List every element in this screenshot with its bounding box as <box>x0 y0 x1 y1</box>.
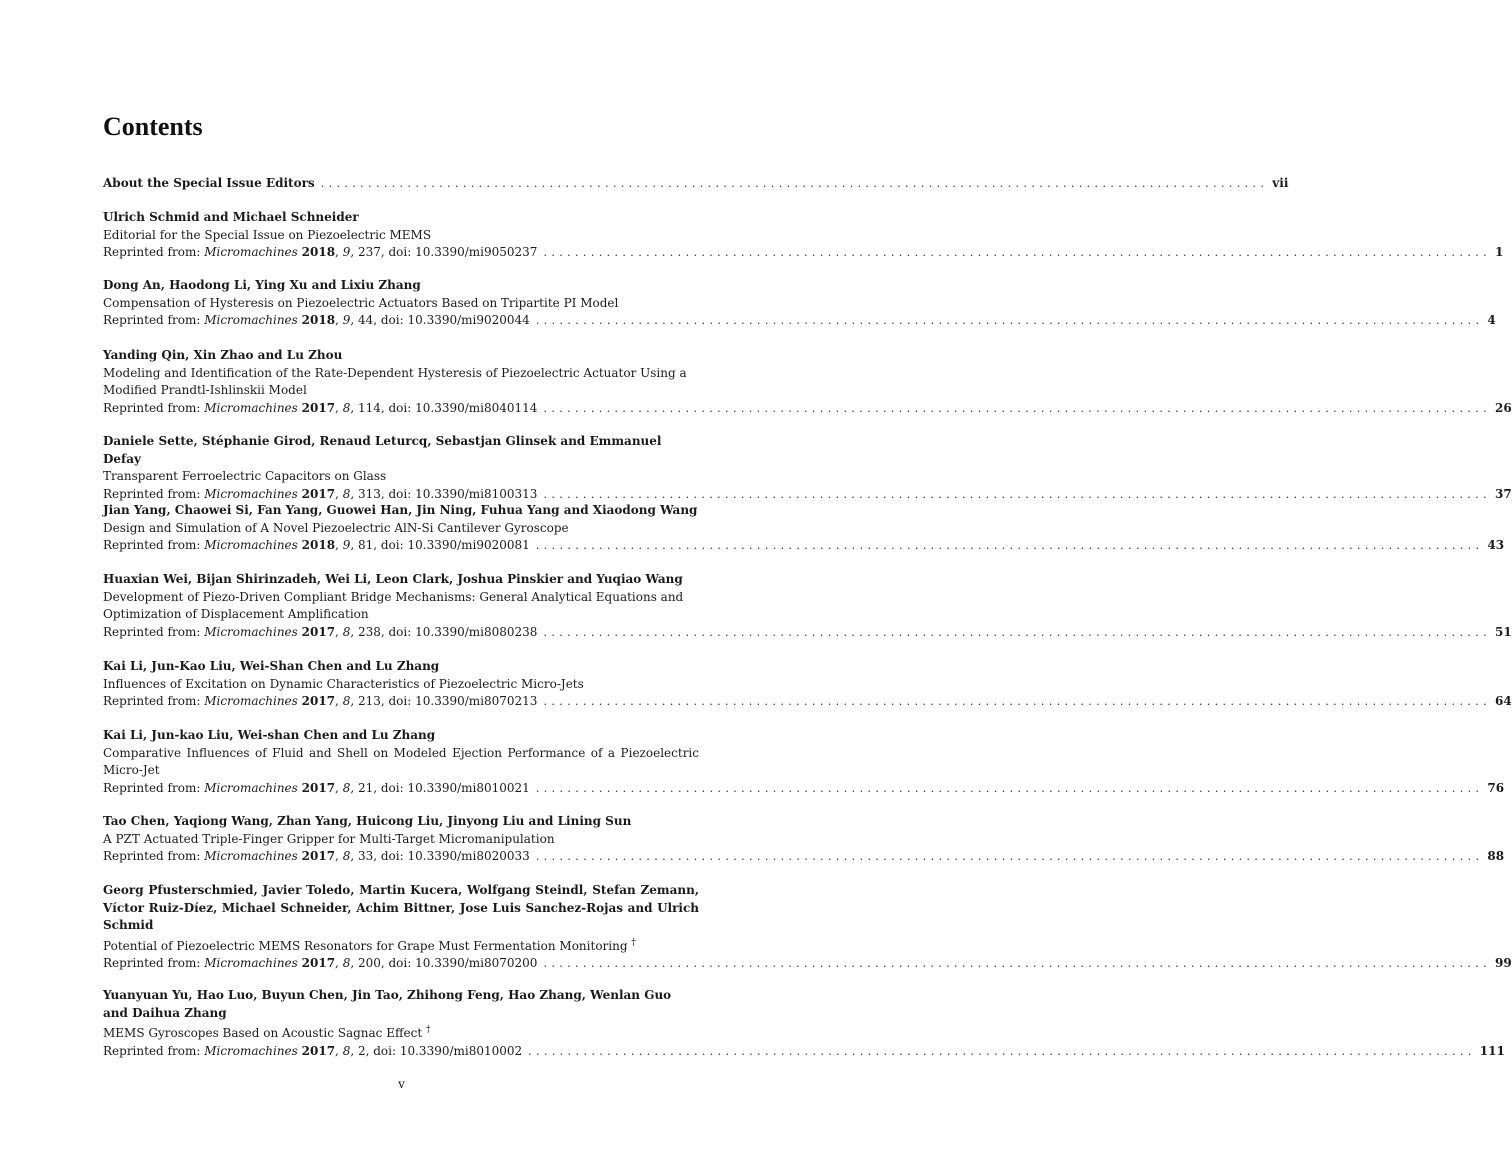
entry-title-text: Design and Simulation of A Novel Piezoelectric AlN-Si Cantilever Gyroscope <box>103 520 569 535</box>
page-number: 51 <box>1495 624 1512 639</box>
reprint-citation: Reprinted from: Micromachines 2017, 8, 2, doi: 10.3390/mi8010002 <box>103 1043 523 1058</box>
leader-dots: ........................................................................................................................ <box>535 850 1484 863</box>
reprint-prefix: Reprinted from: <box>103 849 205 863</box>
reprint-citation: Reprinted from: Micromachines 2017, 8, 213, doi: 10.3390/mi8070213 <box>103 694 538 708</box>
citation-year: 2017 <box>301 780 336 795</box>
reprint-citation: Reprinted from: Micromachines 2017, 8, 33, doi: 10.3390/mi8020033 <box>103 849 530 863</box>
entry-authors: Georg Pfusterschmied, Javier Toledo, Martin Kucera, Wolfgang Steindl, Stefan Zemann, Víctor Ruiz-Díez, Michael Schneider, Achim Bittner, Jose Luis Sanchez-Rojas and Ulrich Schmid <box>103 883 699 932</box>
reprint-prefix: Reprinted from: <box>103 1043 205 1058</box>
citation-year: 2017 <box>301 1043 336 1058</box>
entry-title <box>103 520 699 538</box>
citation-article: 81 <box>357 538 374 552</box>
reprint-line <box>103 244 1504 262</box>
citation-doi: 10.3390/mi8010002 <box>399 1043 523 1058</box>
journal-name: Micromachines <box>204 538 298 552</box>
reprint-citation: Reprinted from: Micromachines 2018, 9, 237, doi: 10.3390/mi9050237 <box>103 245 538 259</box>
citation-volume: 8 <box>342 956 351 970</box>
toc-entry <box>103 571 1512 641</box>
entry-authors: Yanding Qin, Xin Zhao and Lu Zhou <box>103 348 343 362</box>
citation-doi: 10.3390/mi8070213 <box>415 694 538 708</box>
reprint-line <box>103 848 1505 866</box>
page-folio: v <box>398 1077 405 1091</box>
citation-doi: 10.3390/mi8020033 <box>407 849 530 863</box>
journal-name: Micromachines <box>204 624 298 639</box>
reprint-citation: Reprinted from: Micromachines 2018, 9, 81, doi: 10.3390/mi9020081 <box>103 538 530 552</box>
toc-entry <box>103 502 1505 555</box>
doi-prefix: , doi: <box>373 780 408 795</box>
reprint-citation: Reprinted from: Micromachines 2017, 8, 313, doi: 10.3390/mi8100313 <box>103 486 538 501</box>
citation-doi: 10.3390/mi9020044 <box>407 313 530 327</box>
citation-volume: 9 <box>342 538 351 552</box>
entry-title-text: Editorial for the Special Issue on Piezoelectric MEMS <box>103 227 432 242</box>
journal-name: Micromachines <box>204 245 298 259</box>
journal-name: Micromachines <box>204 1043 298 1058</box>
citation-volume: 8 <box>342 400 351 415</box>
citation-doi: 10.3390/mi8080238 <box>415 624 538 639</box>
toc-entry <box>103 433 1512 503</box>
journal-name: Micromachines <box>204 400 298 415</box>
citation-volume: 8 <box>342 486 351 501</box>
entry-title-text: Modeling and Identification of the Rate-Dependent Hysteresis of Piezoelectric Actuator Using a Modified Prandtl-Ishlinskii Model <box>103 365 687 397</box>
reprint-citation: Reprinted from: Micromachines 2017, 8, 200, doi: 10.3390/mi8070200 <box>103 956 538 970</box>
reprint-line <box>103 693 1512 711</box>
entry-title <box>103 468 699 486</box>
entry-authors: Yuanyuan Yu, Hao Luo, Buyun Chen, Jin Tao, Zhihong Feng, Hao Zhang, Wenlan Guo and Daihua Zhang <box>103 988 672 1020</box>
entry-title <box>103 831 699 849</box>
reprint-citation: Reprinted from: Micromachines 2018, 9, 44, doi: 10.3390/mi9020044 <box>103 313 530 327</box>
reprint-citation: Reprinted from: Micromachines 2017, 8, 114, doi: 10.3390/mi8040114 <box>103 400 538 415</box>
citation-article: 200 <box>357 956 381 970</box>
citation-year: 2017 <box>301 694 336 708</box>
doi-prefix: , doi: <box>380 486 416 501</box>
entry-title <box>103 1022 699 1043</box>
doi-prefix: , doi: <box>373 849 408 863</box>
toc-entry <box>103 987 1505 1060</box>
page-number: 111 <box>1479 1043 1505 1058</box>
leader-dots: ........................................................................................................................ <box>528 1044 1476 1058</box>
citation-doi: 10.3390/mi8040114 <box>415 400 538 415</box>
page-number: 37 <box>1495 486 1512 501</box>
leader-dots: ........................................................................................................................ <box>543 401 1492 415</box>
entry-title-text: MEMS Gyroscopes Based on Acoustic Sagnac Effect <box>103 1026 423 1040</box>
toc-entry <box>103 658 1512 711</box>
citation-volume: 8 <box>342 1043 351 1058</box>
citation-doi: 10.3390/mi8070200 <box>415 956 538 970</box>
page-number: 26 <box>1495 400 1512 415</box>
citation-year: 2018 <box>301 313 336 327</box>
reprint-line <box>103 955 1512 973</box>
page-number: 43 <box>1487 538 1505 552</box>
entry-authors: Kai Li, Jun-kao Liu, Wei-shan Chen and Lu Zhang <box>103 728 436 742</box>
reprint-line <box>103 1043 1505 1061</box>
citation-year: 2017 <box>301 400 336 415</box>
entry-title-text: Development of Piezo-Driven Compliant Bridge Mechanisms: General Analytical Equations and Optimization of Displacement Amplification <box>103 589 684 621</box>
reprint-prefix: Reprinted from: <box>103 400 205 415</box>
toc-entry <box>103 277 1496 330</box>
doi-prefix: , doi: <box>380 624 416 639</box>
entry-authors: Kai Li, Jun-Kao Liu, Wei-Shan Chen and Lu Zhang <box>103 659 440 673</box>
entry-title-text: Transparent Ferroelectric Capacitors on Glass <box>103 469 387 483</box>
citation-article: 237 <box>357 245 381 259</box>
entry-authors: Ulrich Schmid and Michael Schneider <box>103 210 359 224</box>
leader-dots: ........................................................................................................................ <box>535 314 1484 327</box>
leader-dots: ........................................................................................................................ <box>543 246 1492 259</box>
reprint-line <box>103 400 1512 418</box>
doi-prefix: , doi: <box>380 400 416 415</box>
entry-title-text: Potential of Piezoelectric MEMS Resonators for Grape Must Fermentation Monitoring <box>103 938 628 953</box>
citation-article: 114 <box>357 400 381 415</box>
leader-dots: ........................................................................................................................ <box>320 177 1269 190</box>
leader-dots: ........................................................................................................................ <box>543 487 1492 501</box>
journal-name: Micromachines <box>204 486 298 501</box>
reprint-line <box>103 537 1505 555</box>
citation-volume: 8 <box>342 694 351 708</box>
leader-dots: ........................................................................................................................ <box>535 781 1484 795</box>
entry-title-text: Comparative Influences of Fluid and Shell on Modeled Ejection Performance of a Piezoelectric Micro-Jet <box>103 745 699 777</box>
reprint-prefix: Reprinted from: <box>103 956 205 970</box>
entry-title <box>103 676 699 694</box>
citation-doi: 10.3390/mi8010021 <box>407 780 530 795</box>
toc-entry <box>103 727 1505 797</box>
reprint-prefix: Reprinted from: <box>103 313 205 327</box>
entry-authors: Dong An, Haodong Li, Ying Xu and Lixiu Zhang <box>103 278 421 292</box>
citation-article: 313 <box>357 486 381 501</box>
citation-year: 2017 <box>301 486 336 501</box>
page-number: 76 <box>1487 780 1505 795</box>
citation-article: 213 <box>357 694 381 708</box>
citation-article: 2 <box>357 1043 366 1058</box>
reprint-prefix: Reprinted from: <box>103 694 205 708</box>
citation-doi: 10.3390/mi9020081 <box>407 538 530 552</box>
journal-name: Micromachines <box>204 313 298 327</box>
toc-entry <box>103 882 1512 973</box>
reprint-line <box>103 780 1505 798</box>
citation-article: 44 <box>357 313 374 327</box>
journal-name: Micromachines <box>204 849 298 863</box>
page-number: 64 <box>1495 694 1512 708</box>
journal-name: Micromachines <box>204 956 298 970</box>
doi-prefix: , doi: <box>380 956 416 970</box>
citation-year: 2017 <box>301 624 336 639</box>
doi-prefix: , doi: <box>373 538 408 552</box>
citation-year: 2017 <box>301 849 336 863</box>
entry-title <box>103 227 699 245</box>
entry-authors: Jian Yang, Chaowei Si, Fan Yang, Guowei Han, Jin Ning, Fuhua Yang and Xiaodong Wang <box>103 503 698 517</box>
reprint-prefix: Reprinted from: <box>103 624 205 639</box>
doi-prefix: , doi: <box>373 313 408 327</box>
entry-title-text: A PZT Actuated Triple-Finger Gripper for Multi-Target Micromanipulation <box>103 831 555 846</box>
citation-article: 33 <box>357 849 374 863</box>
citation-doi: 10.3390/mi8100313 <box>415 486 538 501</box>
leader-dots: ........................................................................................................................ <box>543 625 1492 639</box>
entry-title <box>103 295 699 313</box>
citation-year: 2017 <box>301 956 336 970</box>
citation-year: 2018 <box>301 245 336 259</box>
doi-prefix: , doi: <box>380 694 416 708</box>
page-title: Contents <box>103 112 203 141</box>
entry-authors: Daniele Sette, Stéphanie Girod, Renaud Leturcq, Sebastjan Glinsek and Emmanuel Defay <box>103 434 662 466</box>
toc-entry-about <box>103 175 1289 193</box>
entry-title <box>103 589 699 624</box>
journal-name: Micromachines <box>204 694 298 708</box>
reprint-prefix: Reprinted from: <box>103 780 205 795</box>
citation-year: 2018 <box>301 538 336 552</box>
reprint-prefix: Reprinted from: <box>103 245 205 259</box>
page-number: 88 <box>1487 849 1505 863</box>
page-number: 99 <box>1495 956 1512 970</box>
citation-article: 21 <box>357 780 374 795</box>
citation-volume: 8 <box>342 624 351 639</box>
citation-volume: 8 <box>342 849 351 863</box>
citation-volume: 9 <box>342 245 351 259</box>
doi-prefix: , doi: <box>365 1043 400 1058</box>
doi-prefix: , doi: <box>380 245 416 259</box>
toc-entry <box>103 209 1504 262</box>
page-number: 1 <box>1495 245 1504 259</box>
entry-title <box>103 365 699 400</box>
citation-article: 238 <box>357 624 381 639</box>
entry-title <box>103 935 699 956</box>
leader-dots: ........................................................................................................................ <box>543 957 1492 970</box>
dagger-mark: † <box>631 937 636 948</box>
entry-authors: Huaxian Wei, Bijan Shirinzadeh, Wei Li, Leon Clark, Joshua Pinskier and Yuqiao Wang <box>103 572 683 586</box>
citation-doi: 10.3390/mi9050237 <box>415 245 538 259</box>
dagger-mark: † <box>425 1025 431 1035</box>
reprint-citation: Reprinted from: Micromachines 2017, 8, 21, doi: 10.3390/mi8010021 <box>103 780 530 795</box>
entry-title-text: Influences of Excitation on Dynamic Characteristics of Piezoelectric Micro-Jets <box>103 676 584 691</box>
entry-title-text: Compensation of Hysteresis on Piezoelectric Actuators Based on Tripartite PI Model <box>103 295 619 310</box>
entry-authors: Tao Chen, Yaqiong Wang, Zhan Yang, Huicong Liu, Jinyong Liu and Lining Sun <box>103 814 632 828</box>
citation-volume: 9 <box>342 313 351 327</box>
reprint-prefix: Reprinted from: <box>103 538 205 552</box>
page-number: 4 <box>1487 313 1496 327</box>
entry-title <box>103 745 699 780</box>
leader-dots: ........................................................................................................................ <box>543 695 1492 708</box>
journal-name: Micromachines <box>204 780 298 795</box>
toc-entry <box>103 813 1505 866</box>
reprint-citation: Reprinted from: Micromachines 2017, 8, 238, doi: 10.3390/mi8080238 <box>103 624 538 639</box>
page-number: vii <box>1272 176 1289 190</box>
reprint-prefix: Reprinted from: <box>103 486 205 501</box>
about-label: About the Special Issue Editors <box>103 176 315 190</box>
toc-entry <box>103 347 1512 417</box>
reprint-line <box>103 312 1496 330</box>
leader-dots: ........................................................................................................................ <box>535 539 1484 552</box>
reprint-line <box>103 624 1512 642</box>
citation-volume: 8 <box>342 780 351 795</box>
reprint-line <box>103 486 1512 504</box>
